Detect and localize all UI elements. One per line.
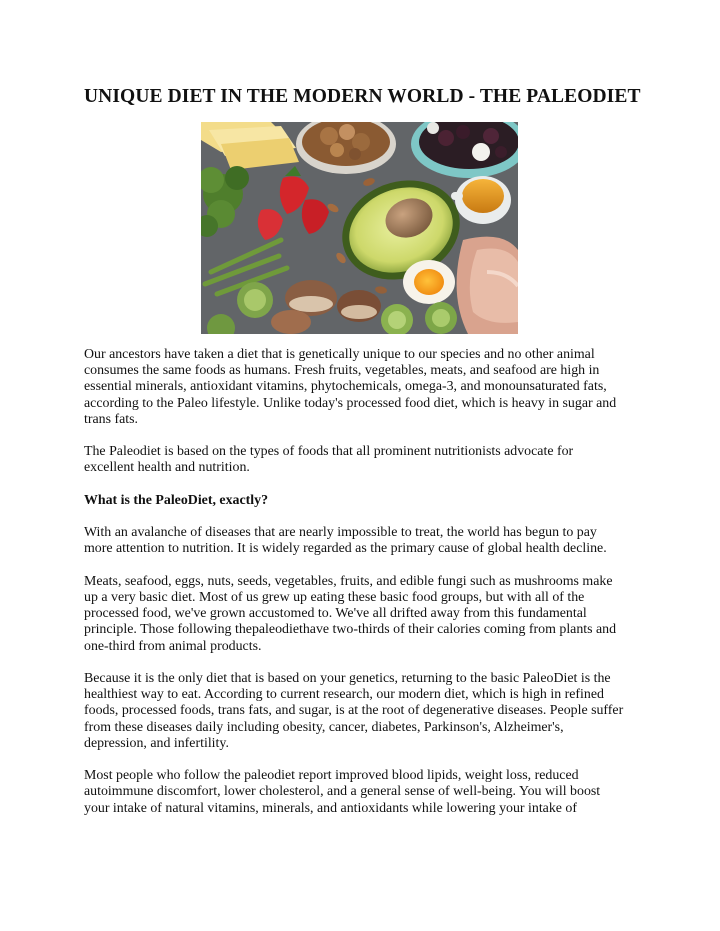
paragraph-2: The Paleodiet is based on the types of foods that all prominent nutritionists advocate for excellent health and nutrition. [84, 444, 574, 476]
paragraph-1: Our ancestors have taken a diet that is genetically unique to our species and no other animal consumes the same foods as humans. Fresh fruits, vegetables, meats, and seafood are high in essential minerals, antioxidant vitamins, phytochemicals, omega-3, and monounsaturated fats, according to the Paleo lifestyle. Unlike today's processed food diet, which is heavy in sugar and trans fats. [84, 347, 617, 427]
page-title: UNIQUE DIET IN THE MODERN WORLD - THE PALEODIET [84, 86, 641, 107]
section-heading: What is the PaleoDiet, exactly? [84, 492, 269, 508]
paragraph-4: Meats, seafood, eggs, nuts, seeds, vegetables, fruits, and edible fungi such as mushrooms make up a very basic diet. Most of us grew up eating these basic food groups, but with all of the processed food, we've grown accustomed to. We've all drifted away from this fundamental principle. Those following thepaleodiethave two-thirds of their calories coming from plants and one-third from animal products. [84, 573, 617, 654]
paragraph-3: With an avalanche of diseases that are nearly impossible to treat, the world has begun to pay more attention to nutrition. It is widely regarded as the primary cause of global health decline. [84, 525, 607, 557]
paragraph-5: Because it is the only diet that is based on your genetics, returning to the basic PaleoDiet is the healthiest way to eat. According to current research, our modern diet, which is high in refined foods, processed foods, trans fats, and sugar, is at the root of degenerative diseases. People suffer from these diseases daily including obesity, cancer, diabetes, Parkinson's, Alzheimer's, depression, and infertility. [84, 670, 624, 751]
paleo-food-photo [201, 122, 518, 334]
article-body [84, 347, 636, 833]
paragraph-6: Most people who follow the paleodiet report improved blood lipids, weight loss, reduced autoimmune discomfort, lower cholesterol, and a general sense of well-being. You will boost your intake of natural vitamins, minerals, and antioxidants while lowering your intake of [84, 768, 601, 816]
